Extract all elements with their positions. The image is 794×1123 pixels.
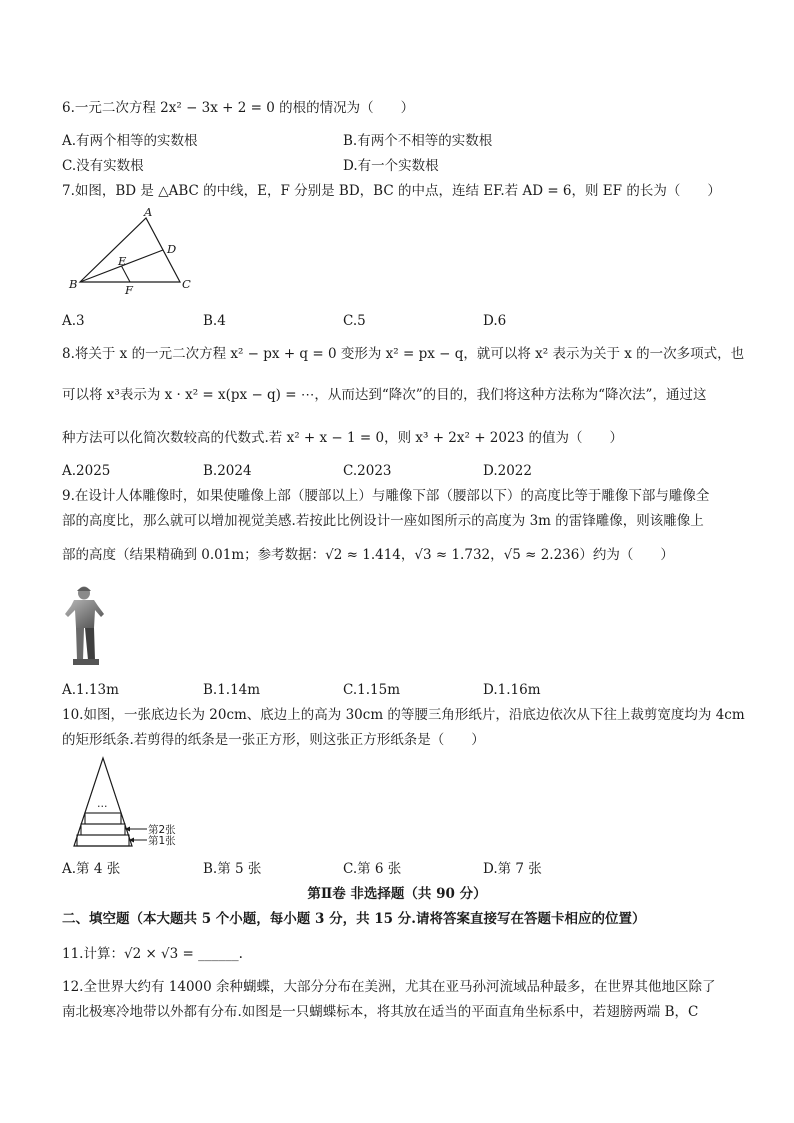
segment-ef [122,266,131,282]
q6-stem: 6.一元二次方程 2x² − 3x + 2 = 0 的根的情况为（ ） [62,100,415,116]
q10-triangle-strips-figure [70,756,195,852]
label-e: E [118,254,127,268]
strip-2-label: 第2张 [148,824,176,836]
statue-right-leg [85,628,95,660]
q8-option-c: C.2023 [343,463,392,479]
q9-option-b: B.1.14m [203,682,261,698]
q11-stem: 11.计算：√2 × √3 = ______. [62,946,243,962]
q9-line-2: 部的高度比，那么就可以增加视觉美感.若按此比例设计一座如图所示的高度为 3m 的雷锋雕像，则该雕像上 [62,513,704,529]
q8-option-b: B.2024 [203,463,252,479]
strip-2 [81,824,125,835]
q10-option-a: A.第 4 张 [62,861,121,877]
label-b: B [69,277,78,291]
label-d: D [167,242,177,256]
q7-option-a: A.3 [62,313,85,329]
q7-triangle-figure [66,205,196,297]
statue-left-leg [76,628,84,660]
q10-line-1: 10.如图，一张底边长为 20cm、底边上的高为 30cm 的等腰三角形纸片，沿底边依次从下往上裁剪宽度均为 4cm [62,707,745,723]
q10-option-d: D.第 7 张 [483,861,542,877]
q6-option-c: C.没有实数根 [62,158,144,174]
q7-stem: 7.如图，BD 是 △ABC 的中线，E，F 分别是 BD，BC 的中点，连结 EF.若 AD = 6，则 EF 的长为（ ） [62,183,721,199]
q9-option-a: A.1.13m [62,682,119,698]
q9-statue-figure [62,584,108,666]
q8-line-1: 8.将关于 x 的一元二次方程 x² − px + q = 0 变形为 x² = px − q，就可以将 x² 表示为关于 x 的一次多项式，也 [62,346,745,362]
q7-option-d: D.6 [483,313,507,329]
q9-line-3: 部的高度（结果精确到 0.01m；参考数据：√2 ≈ 1.414，√3 ≈ 1.732，√5 ≈ 2.236）约为（ ） [62,547,674,563]
q7-option-b: B.4 [203,313,226,329]
q10-option-c: C.第 6 张 [343,861,402,877]
section-2-heading: 二、填空题（本大题共 5 个小题，每小题 3 分，共 15 分.请将答案直接写在答题卡相应的位置） [62,911,646,927]
q10-option-b: B.第 5 张 [203,861,262,877]
q12-line-1: 12.全世界大约有 14000 余种蝴蝶，大部分分布在美洲，尤其在亚马孙河流域品种最多，在世界其他地区除了 [62,979,716,995]
q12-line-2: 南北极寒冷地带以外都有分布.如图是一只蝴蝶标本，将其放在适当的平面直角坐标系中，若翅膀两端 B，C [62,1004,699,1020]
statue-cap [77,587,91,591]
q10-line-2: 的矩形纸条.若剪得的纸条是一张正方形，则这张正方形纸条是（ ） [62,732,485,748]
q8-line-2: 可以将 x³表示为 x · x² = x(px − q) = ⋯，从而达到“降次”的目的，我们将这种方法称为“降次法”，通过这 [62,387,707,403]
q7-option-c: C.5 [343,313,366,329]
statue-torso [65,600,104,628]
strip-3 [85,813,121,824]
ellipsis-label: … [97,798,108,810]
q8-option-d: D.2022 [483,463,532,479]
q6-option-a: A.有两个相等的实数根 [62,133,198,149]
strip-1 [77,835,129,846]
q8-option-a: A.2025 [62,463,111,479]
q9-option-d: D.1.16m [483,682,541,698]
q9-option-c: C.1.15m [343,682,400,698]
triangle-abc [80,218,180,282]
label-f: F [125,283,133,297]
q6-option-d: D.有一个实数根 [343,158,439,174]
statue-base [73,659,99,665]
label-a: A [144,205,153,219]
part-2-title: 第Ⅱ卷 非选择题（共 90 分） [307,886,487,902]
label-c: C [182,277,191,291]
q9-line-1: 9.在设计人体雕像时，如果使雕像上部（腰部以上）与雕像下部（腰部以下）的高度比等于雕像下部与雕像全 [62,488,710,504]
q8-line-3: 种方法可以化简次数较高的代数式.若 x² + x − 1 = 0，则 x³ + 2x² + 2023 的值为（ ） [62,430,623,446]
q6-option-b: B.有两个不相等的实数根 [343,133,493,149]
strip-1-label: 第1张 [148,835,176,847]
